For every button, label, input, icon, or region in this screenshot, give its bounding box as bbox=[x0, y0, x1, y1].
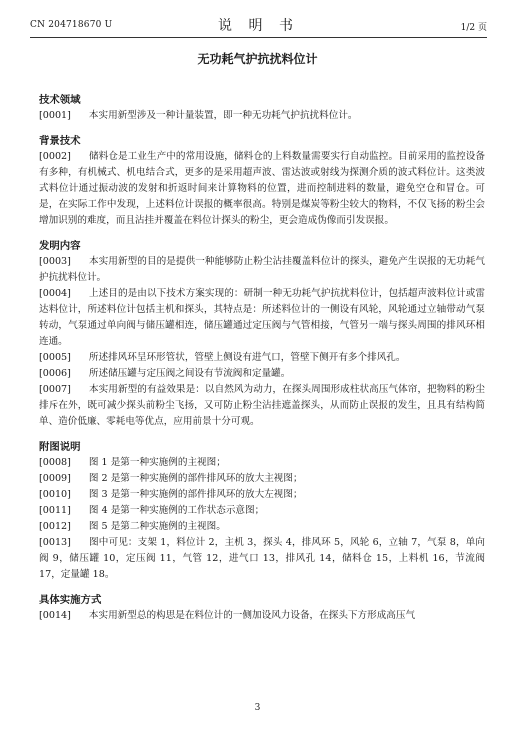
paragraph-text: 本实用新型总的构思是在料位计的一侧加设风力设备，在探头下方形成高压气 bbox=[88, 610, 416, 621]
paragraph bbox=[39, 149, 485, 229]
paragraph bbox=[39, 455, 485, 471]
paragraph-number: [0009] bbox=[39, 473, 71, 484]
page-indicator: 1/2 页 bbox=[460, 23, 487, 33]
paragraph-number: [0011] bbox=[39, 505, 71, 516]
section-heading: 发明内容 bbox=[39, 240, 81, 252]
section-heading: 背景技术 bbox=[39, 135, 81, 147]
section-spacer bbox=[39, 229, 485, 238]
paragraph-number: [0013] bbox=[39, 537, 71, 548]
paragraph bbox=[39, 487, 485, 503]
paragraph-text: 图 1 是第一种实施例的主视图； bbox=[88, 457, 226, 468]
paragraph-text: 本实用新型涉及一种计量装置，即一种无功耗气护抗扰料位计。 bbox=[88, 110, 358, 121]
paragraph-number: [0002] bbox=[39, 151, 71, 162]
paragraph bbox=[39, 535, 485, 583]
paragraph bbox=[39, 350, 485, 366]
paragraph bbox=[39, 382, 485, 430]
paragraph-number: [0001] bbox=[39, 110, 71, 121]
paragraph-number: [0014] bbox=[39, 610, 71, 621]
paragraph-text: 图 3 是第一种实施例的部件排风环的放大左视图； bbox=[88, 489, 303, 500]
paragraph bbox=[39, 471, 485, 487]
paragraph bbox=[39, 519, 485, 535]
patent-number: CN 204718670 U bbox=[30, 20, 113, 30]
paragraph-text: 图 4 是第一种实施例的工作状态示意图； bbox=[88, 505, 265, 516]
paragraph bbox=[39, 503, 485, 519]
section-heading: 附图说明 bbox=[39, 441, 81, 453]
document-type: 说 明 书 bbox=[218, 18, 299, 34]
paragraph-text: 图 5 是第二种实施例的主视图。 bbox=[88, 521, 226, 532]
paragraph-number: [0008] bbox=[39, 457, 71, 468]
paragraph bbox=[39, 254, 485, 286]
paragraph-text: 储料仓是工业生产中的常用设施，储料仓的上料数量需要实行自动监控。目前采用的监控设备有多种，有机械式、机电结合式，更多的是采用超声波、雷达波或射线为探测介质的波式料位计。这类波式料位计通过振动波的发射和折返时间来计算物料的位置，进而控制进料的数量，避免空仓和冒仓。可是，在实际工作中发现，上述料位计误报的概率很高。特别是煤炭等粉尘较大的物料，不仅飞扬的粉尘会增加识别的难度，而且沾挂并覆盖在料位计探头的粉尘，更会造成伪像而引发误报。 bbox=[39, 151, 485, 226]
header-rule bbox=[30, 37, 487, 38]
document-body bbox=[39, 92, 485, 624]
section-spacer bbox=[39, 430, 485, 439]
paragraph-text: 上述目的是由以下技术方案实现的：研制一种无功耗气护抗扰料位计，包括超声波料位计或雷达料位计，所述料位计包括主机和探头，其特点是：所述料位计的一侧设有风轮，风轮通过立轴带动气泵转动，气泵通过单向阀与储压罐相连，储压罐通过定压阀与气管相接，气管另一端与探头周围的排风环相连通。 bbox=[39, 288, 485, 347]
paragraph-number: [0006] bbox=[39, 368, 71, 379]
section-heading: 具体实施方式 bbox=[39, 594, 102, 606]
paragraph bbox=[39, 366, 485, 382]
paragraph bbox=[39, 108, 485, 124]
paragraph-number: [0004] bbox=[39, 288, 71, 299]
paragraph-number: [0005] bbox=[39, 352, 71, 363]
paragraph-number: [0010] bbox=[39, 489, 71, 500]
paragraph-text: 本实用新型的有益效果是：以自然风为动力，在探头周围形成柱状高压气体帘，把物料的粉尘排斥在外，既可减少探头前粉尘飞扬，又可防止粉尘沾挂遮盖探头，从而防止误报的发生，且具有结构简单、造价低廉、零耗电等优点，应用前景十分可观。 bbox=[39, 384, 485, 427]
paragraph-text: 所述储压罐与定压阀之间设有节流阀和定量罐。 bbox=[88, 368, 291, 379]
section-heading: 技术领域 bbox=[39, 94, 81, 106]
paragraph-number: [0003] bbox=[39, 256, 71, 267]
paragraph-text: 所述排风环呈环形管状，管壁上侧设有进气口，管壁下侧开有多个排风孔。 bbox=[88, 352, 406, 363]
section-spacer bbox=[39, 583, 485, 592]
paragraph-text: 本实用新型的目的是提供一种能够防止粉尘沾挂覆盖料位计的探头，避免产生误报的无功耗气护抗扰料位计。 bbox=[39, 256, 485, 283]
paragraph bbox=[39, 286, 485, 350]
paragraph-text: 图中可见：支架 1，料位计 2，主机 3，探头 4，排风环 5，风轮 6，立轴 7，气泵 8，单向阀 9，储压罐 10，定压阀 11，气管 12，进气口 13，排风孔 14，储料仓 15，上料机 16，节流阀 17，定量罐 18。 bbox=[39, 537, 485, 580]
paragraph-number: [0012] bbox=[39, 521, 71, 532]
page-header bbox=[30, 14, 487, 36]
paragraph-number: [0007] bbox=[39, 384, 71, 395]
paragraph bbox=[39, 608, 485, 624]
document-title: 无功耗气护抗扰料位计 bbox=[197, 52, 318, 66]
page-number: 3 bbox=[254, 703, 261, 713]
paragraph-text: 图 2 是第一种实施例的部件排风环的放大主视图； bbox=[88, 473, 303, 484]
section-spacer bbox=[39, 124, 485, 133]
